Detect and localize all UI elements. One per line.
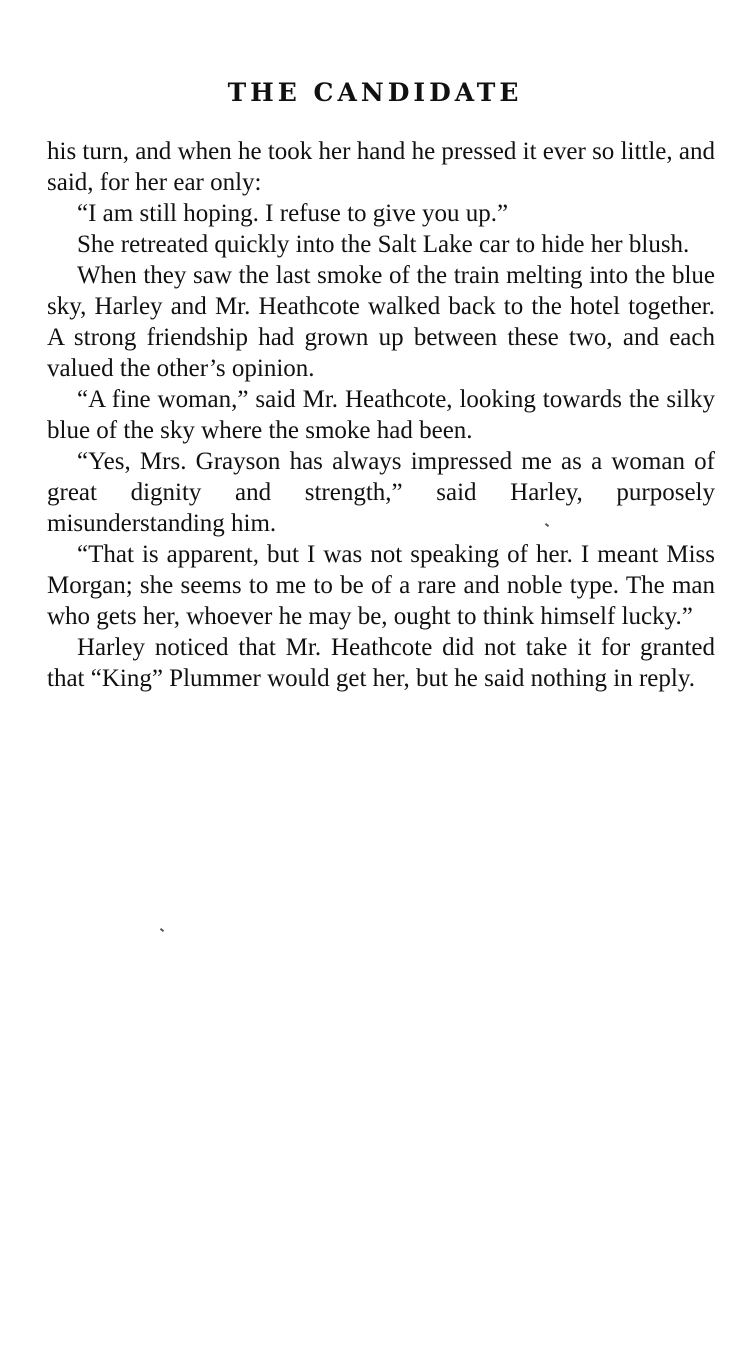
- paragraph-1: his turn, and when he took her hand he pressed it ever so little, and said, for her ear only:: [47, 138, 715, 196]
- paragraph-8: Harley noticed that Mr. Heathcote did not take it for granted that “King” Plummer would get her, but he said nothing in reply.: [47, 634, 715, 692]
- paragraph-4: When they saw the last smoke of the train melting into the blue sky, Harley and Mr. Heathcote walked back to the hotel together. A strong friendship had grown up between these two, and each valued the other’s opinion.: [47, 262, 715, 382]
- paragraph-5: “A fine woman,” said Mr. Heathcote, looking towards the silky blue of the sky where the smoke had been.: [47, 386, 715, 444]
- paragraph-3: She retreated quickly into the Salt Lake car to hide her blush.: [77, 231, 690, 258]
- paragraph-6: “Yes, Mrs. Grayson has always impressed me as a woman of great dignity and strength,” said Harley, purposely misunderstanding him.: [47, 448, 715, 537]
- running-head: THE CANDIDATE: [227, 78, 523, 107]
- scan-speck: [160, 928, 164, 932]
- body-text: [47, 136, 715, 694]
- paragraph-7: “That is apparent, but I was not speaking of her. I meant Miss Morgan; she seems to me to be of a rare and noble type. The man who gets her, whoever he may be, ought to think himself lucky.”: [47, 541, 715, 630]
- paragraph-2: “I am still hoping. I refuse to give you up.”: [77, 200, 509, 227]
